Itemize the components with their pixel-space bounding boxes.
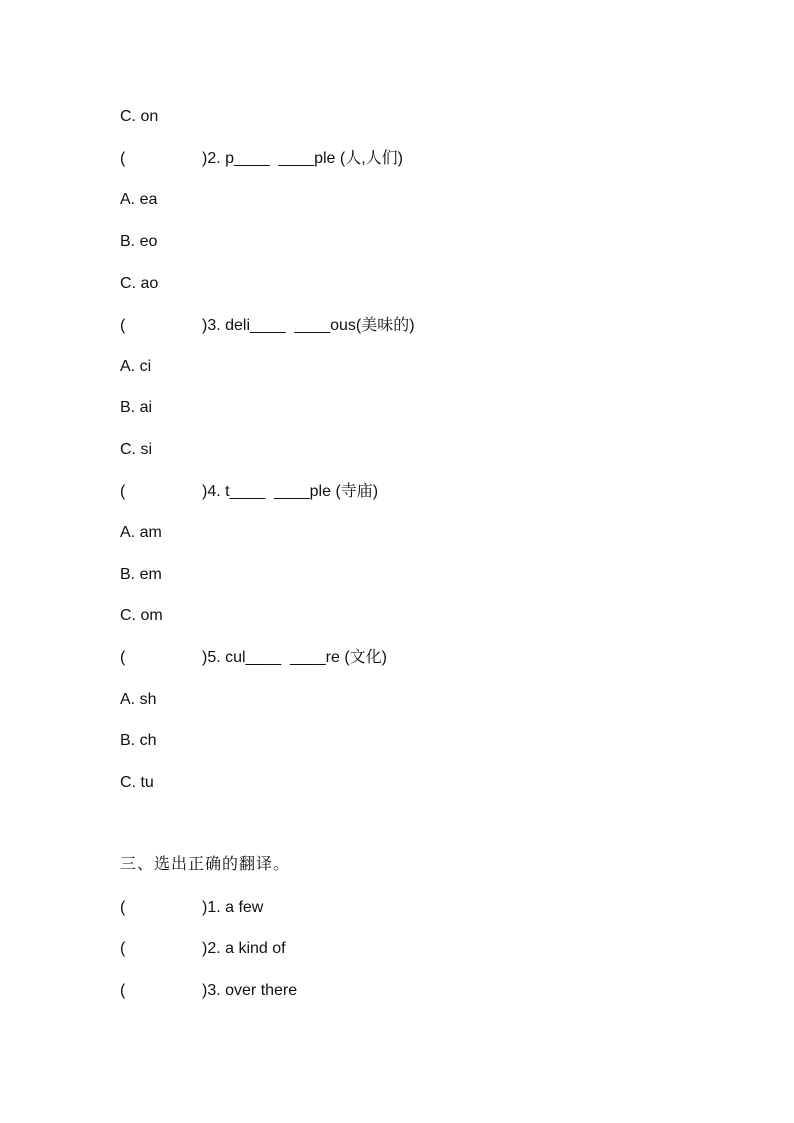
answer-blank-open-paren: ( [120, 982, 126, 999]
answer-blank-open-paren: ( [120, 649, 126, 666]
q5-option-a: A. sh [120, 691, 157, 708]
q2-option-a: A. ea [120, 191, 158, 208]
q1-option-c: C. on [120, 108, 159, 125]
question-4 [120, 482, 540, 502]
q3-option-a: A. ci [120, 358, 152, 375]
q2-option-c: C. ao [120, 275, 159, 292]
answer-blank-open-paren: ( [120, 940, 126, 957]
q5-option-b: B. ch [120, 732, 157, 749]
question-5-stem: )5. cul____ ____re (文化) [202, 649, 387, 666]
translation-question-2 [120, 939, 540, 959]
translation-question-1-stem: )1. a few [202, 899, 264, 916]
answer-blank-open-paren: ( [120, 317, 126, 334]
q2-option-b: B. eo [120, 233, 158, 250]
translation-question-1 [120, 898, 540, 918]
answer-blank-open-paren: ( [120, 150, 126, 167]
question-2 [120, 149, 540, 169]
translation-question-2-stem: )2. a kind of [202, 940, 286, 957]
q4-option-b: B. em [120, 566, 162, 583]
answer-blank-open-paren: ( [120, 899, 126, 916]
translation-question-3-stem: )3. over there [202, 982, 298, 999]
q5-option-c: C. tu [120, 774, 154, 791]
answer-blank-open-paren: ( [120, 483, 126, 500]
question-4-stem: )4. t____ ____ple (寺庙) [202, 483, 379, 500]
question-3 [120, 316, 540, 336]
q3-option-c: C. si [120, 441, 152, 458]
q3-option-b: B. ai [120, 399, 153, 416]
question-3-stem: )3. deli____ ____ous(美味的) [202, 317, 415, 334]
question-5 [120, 648, 540, 668]
section-3-title: 三、选出正确的翻译。 [120, 856, 291, 873]
question-2-stem: )2. p____ ____ple (人,人们) [202, 150, 403, 167]
q4-option-a: A. am [120, 524, 162, 541]
translation-question-3 [120, 981, 540, 1001]
q4-option-c: C. om [120, 607, 163, 624]
